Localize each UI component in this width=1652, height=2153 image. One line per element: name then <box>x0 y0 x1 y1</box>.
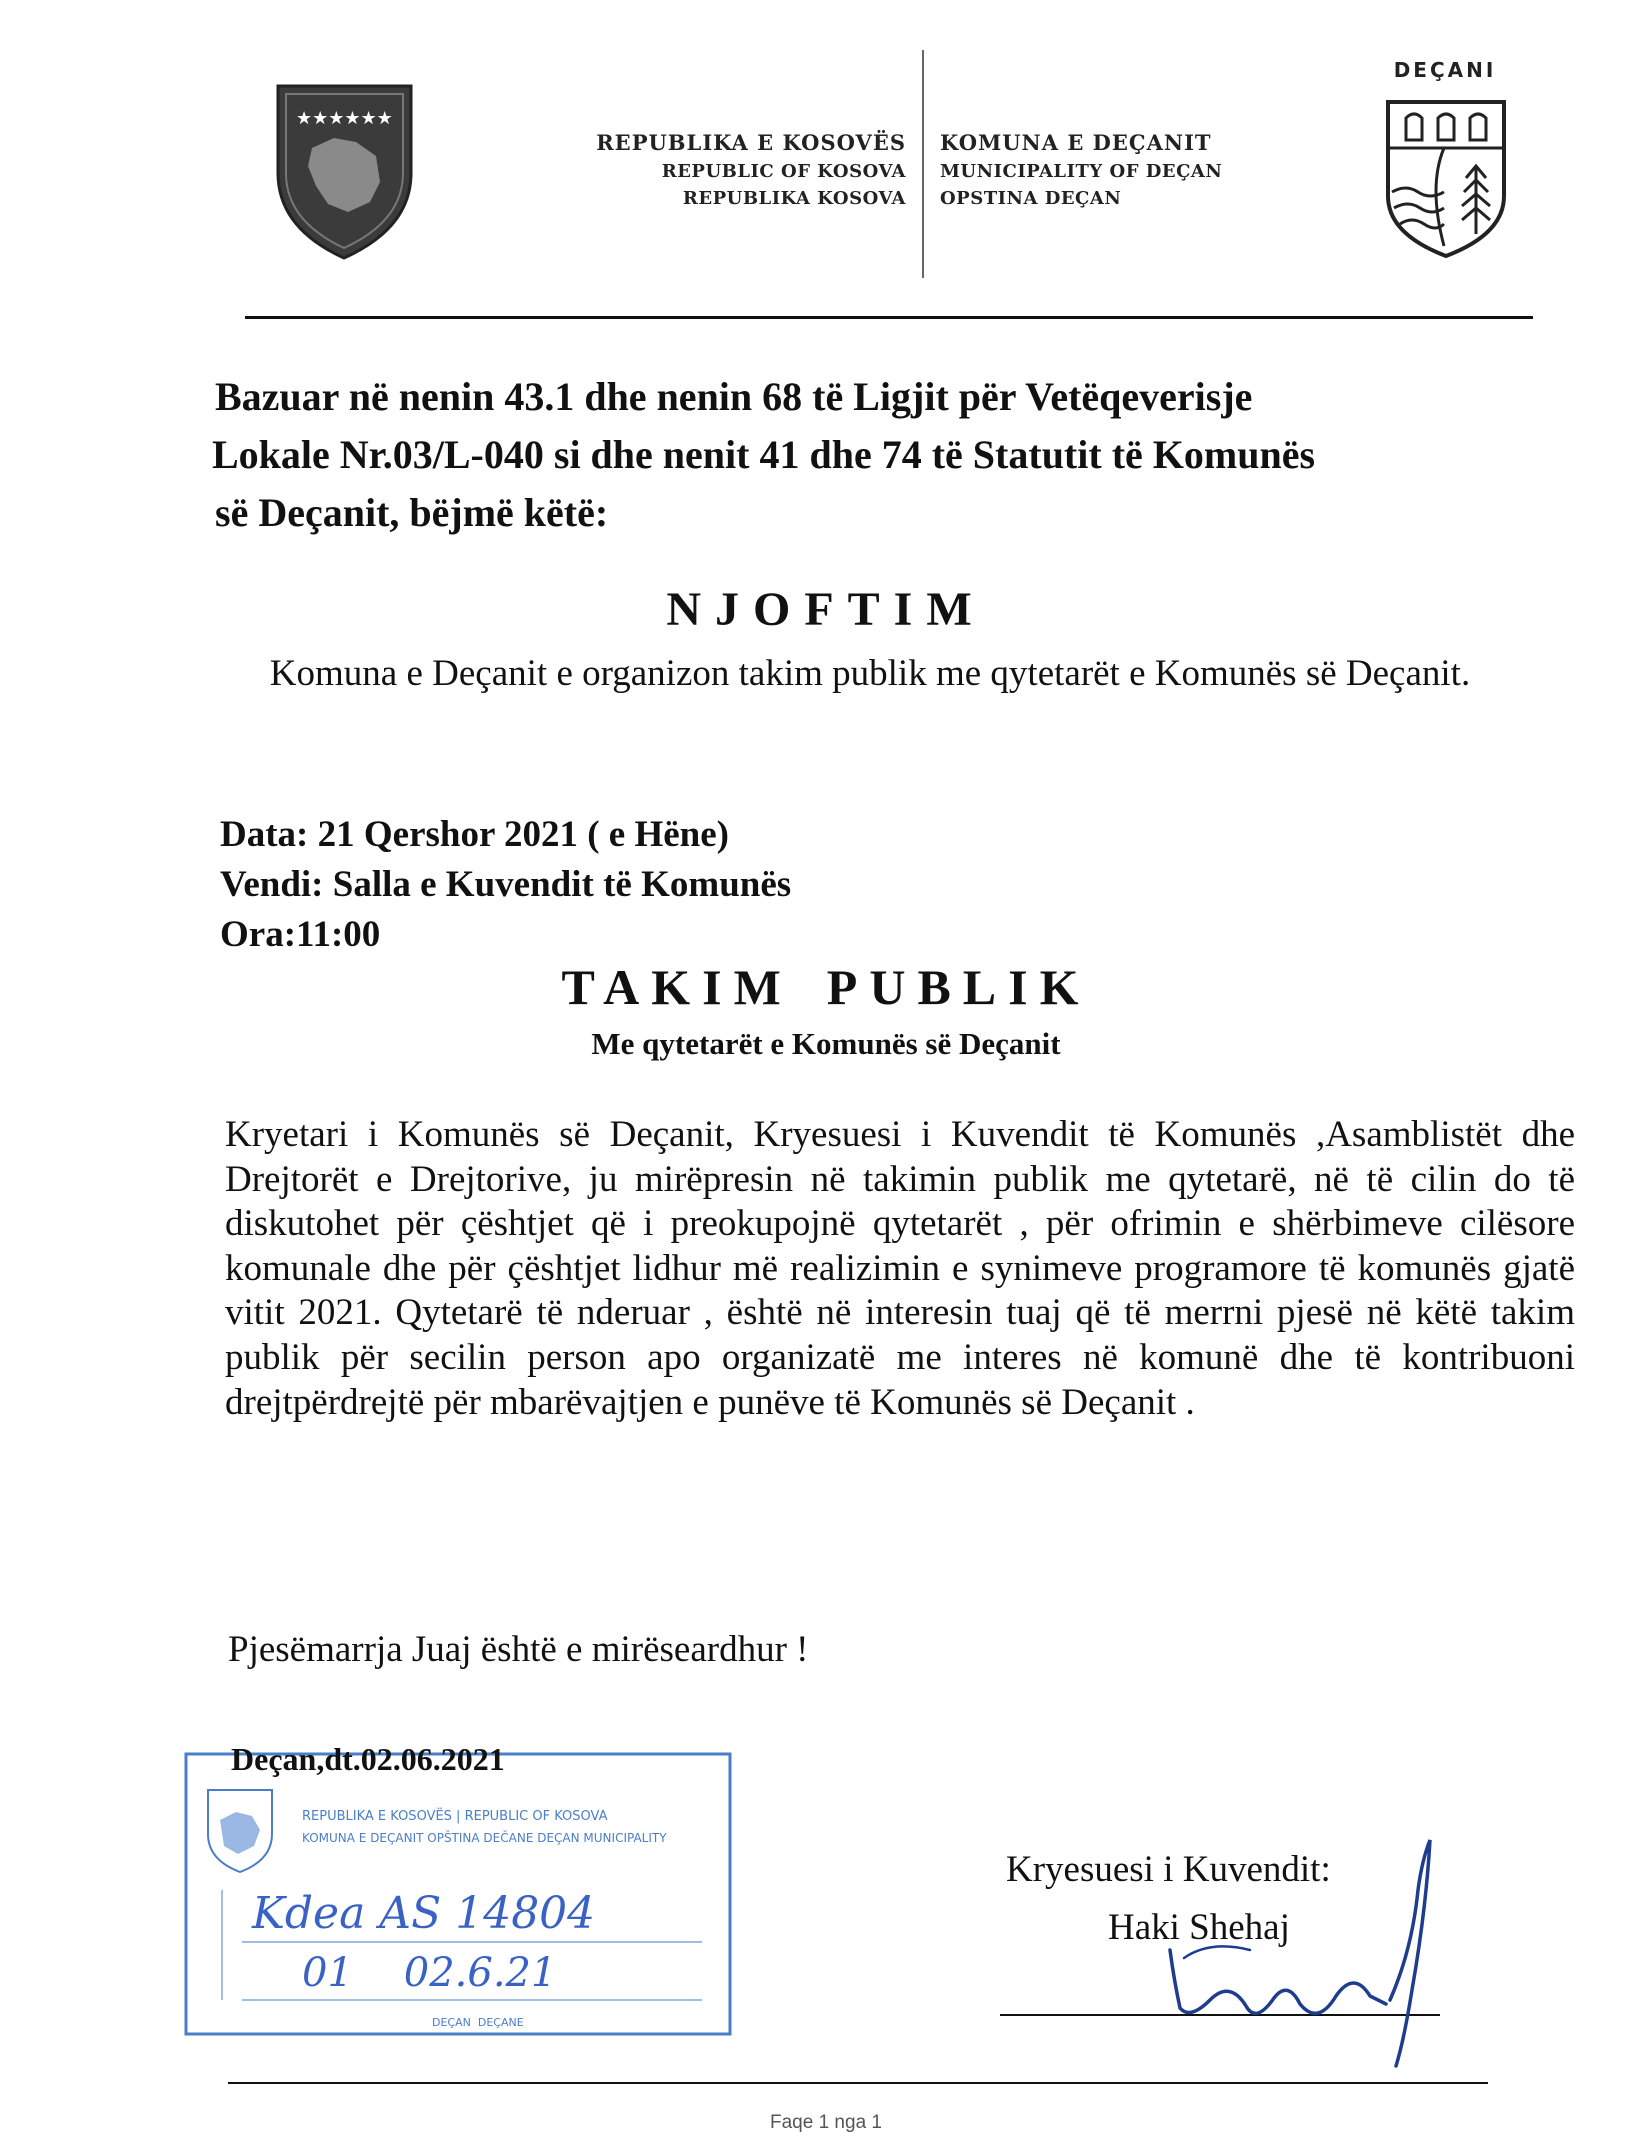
footer-rule <box>228 2082 1488 2084</box>
header-rule <box>245 316 1533 319</box>
body-paragraph: Kryetari i Komunës së Deçanit, Kryesuesi i Kuvendit të Komunës ,Asamblistët dhe Drejtorët e Drejtorive, ju mirëpresin në takimin publik me qytetarë, në të cilin do të diskutohet për çështjet që i preokupojnë qytetarët , për ofrimin e shërbimeve cilësore komunale dhe për çështjet lidhur më realizimin e synimeve programore të komunës gjatë vitit 2021. Qytetarë të nderuar , është në interesin tuaj që të merrni pjesë në këtë takim publik për secilin person apo organizatë me interes në komunë dhe të kontribuoni drejtpërdrejtë për mbarëvajtjen e punëve të Komunës së Deçanit . <box>225 1114 1575 1423</box>
meeting-venue: Vendi: Salla e Kuvendit të Komunës <box>220 864 792 905</box>
meeting-title-word: PUBLIK <box>826 959 1091 1015</box>
municipality-name-albanian: KOMUNA E DEÇANIT <box>940 130 1212 155</box>
republic-name-serbian: REPUBLIKA KOSOVA <box>682 188 906 209</box>
municipality-name-english: MUNICIPALITY OF DEÇAN <box>940 161 1223 182</box>
legal-basis <box>212 368 1535 542</box>
header-divider <box>922 50 924 278</box>
signatory-title: Kryesuesi i Kuvendit: <box>1006 1849 1331 1890</box>
signatory-name: Haki Shehaj <box>1108 1907 1290 1948</box>
republic-name-albanian: REPUBLIKA E KOSOVËS <box>596 130 906 155</box>
municipality-header <box>940 128 1340 212</box>
stamp-handwritten-line: 01 02.6.21 <box>302 1950 557 1996</box>
meeting-subtitle: Me qytetarët e Komunës së Deçanit <box>591 1026 1061 1061</box>
stamp-header-text: REPUBLIKA E KOSOVËS | REPUBLIC OF KOSOVA <box>302 1809 608 1824</box>
kosovo-emblem-icon <box>272 78 417 263</box>
meeting-title-word: TAKIM <box>561 959 793 1015</box>
republic-name-english: REPUBLIC OF KOSOVA <box>661 161 906 182</box>
stamp-sub-text: KOMUNA E DEÇANIT OPŠTINA DEČANE DEÇAN MUNICIPALITY <box>302 1831 667 1845</box>
decani-crest-icon <box>1382 96 1510 261</box>
meeting-date: Data: 21 Qershor 2021 ( e Hëne) <box>220 814 729 855</box>
stamp-footer-text: DEÇAN DEÇANE <box>432 2016 524 2029</box>
stamp-emblem-icon <box>208 1790 272 1872</box>
place-date: Deçan,dt.02.06.2021 <box>231 1741 505 1777</box>
notice-title: NJOFTIM <box>666 583 986 636</box>
republic-header <box>440 128 906 212</box>
legal-basis-line: Lokale Nr.03/L-040 si dhe nenit 41 dhe 74 të Statutit të Komunës <box>212 432 1316 477</box>
page-number: Faqe 1 nga 1 <box>770 2112 882 2133</box>
meeting-time: Ora:11:00 <box>220 914 381 955</box>
meeting-title <box>0 958 1652 1016</box>
legal-basis-line: Bazuar në nenin 43.1 dhe nenin 68 të Ligjit për Vetëqeverisje <box>215 374 1253 419</box>
municipality-name-serbian: OPSTINA DEÇAN <box>940 188 1122 209</box>
svg-text:★★★★★★: ★★★★★★ <box>296 108 393 129</box>
handwritten-signature <box>1150 1830 1480 2070</box>
crest-label: DEÇANI <box>1393 58 1497 82</box>
stamp-handwritten-line: Kdea AS 14804 <box>252 1888 596 1939</box>
notice-subtitle: Komuna e Deçanit e organizon takim publik me qytetarët e Komunës së Deçanit. <box>269 653 1471 694</box>
welcome-line: Pjesëmarrja Juaj është e mirëseardhur ! <box>228 1629 809 1670</box>
legal-basis-line: së Deçanit, bëjmë këtë: <box>215 490 609 535</box>
registry-stamp <box>182 1750 734 2038</box>
meeting-details <box>220 810 791 960</box>
